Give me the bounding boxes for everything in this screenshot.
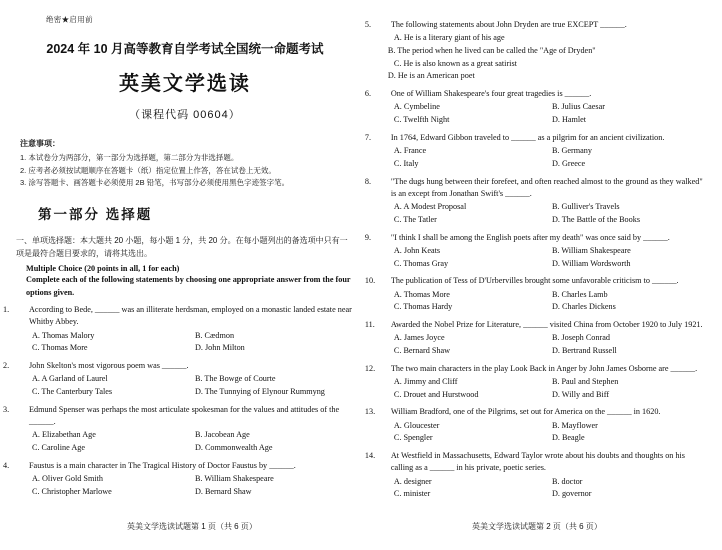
question-text: According to Bede, ______ was an illiterate herdsman, employed on a monastic landed estate near Whitby Abbey.	[29, 305, 352, 327]
option-choice[interactable]: D. Bertrand Russell	[551, 345, 617, 355]
option-choice[interactable]: A. Oliver Gold Smith	[32, 474, 103, 484]
option-group	[378, 245, 706, 270]
question-stem	[364, 176, 706, 201]
footer-right: 英美文学选读试题第 2 页（共 6 页）	[472, 522, 602, 531]
option-choice[interactable]: C. Thomas Hardy	[393, 302, 453, 312]
option-choice[interactable]: C. minister	[393, 489, 431, 499]
footer-left: 英美文学选读试题第 1 页（共 6 页）	[127, 522, 257, 531]
question-text: "I think I shall be among the English poets after my death" was once said by ______.	[390, 232, 670, 242]
question-text: The following statements about John Dryden are true EXCEPT ______.	[390, 20, 627, 29]
question-number: 12.	[364, 363, 376, 373]
option-choice[interactable]: B. Julius Caesar	[551, 102, 605, 112]
option-choice[interactable]: D. The Tunnying of Elynour Rummyng	[194, 387, 325, 397]
option-choice[interactable]: D. Beagle	[551, 433, 585, 443]
option-group	[378, 476, 706, 501]
option-choice[interactable]: B. Joseph Conrad	[551, 333, 610, 343]
option-group	[378, 201, 706, 226]
question-stem	[364, 363, 706, 375]
page-column-left	[3, 14, 368, 540]
question-stem	[364, 450, 706, 475]
option-choice[interactable]: B. Cædmon	[194, 330, 235, 340]
question-text: The publication of Tess of D'Urbervilles brought some unfavorable criticism to ______.	[390, 276, 679, 286]
question-item	[364, 406, 706, 445]
option-group	[378, 420, 706, 445]
option-choice[interactable]: D. Charles Dickens	[551, 302, 616, 312]
question-number: 2.	[3, 361, 10, 371]
option-choice[interactable]: D. The Battle of the Books	[551, 214, 641, 224]
option-choice[interactable]: B. The period when he lived can be called the "Age of Dryden"	[387, 46, 596, 55]
question-text: At Westfield in Massachusetts, Edward Taylor wrote about his doubts and thoughts on his calling as a ______ in his private, poetic series.	[390, 451, 685, 473]
multiple-choice-instruction: Complete each of the following statements by choosing one appropriate answer from the four options given.	[26, 275, 351, 297]
question-item	[3, 460, 354, 499]
option-group	[16, 429, 354, 454]
option-choice[interactable]: B. Mayflower	[551, 420, 598, 430]
option-choice[interactable]: C. The Tatler	[393, 214, 437, 224]
question-number: 6.	[364, 89, 372, 99]
subject-title: 英美文学选读	[118, 73, 251, 95]
page-column-right	[364, 14, 706, 540]
note-item: 3. 涂写答题卡、画答题卡必须使用 2B 铅笔，书写部分必须使用黑色字迹签字笔。	[20, 178, 290, 188]
option-choice[interactable]: B. Jacobean Age	[194, 430, 250, 440]
option-group	[16, 473, 354, 498]
option-choice[interactable]: B. Germany	[551, 146, 592, 156]
question-number: 14.	[364, 451, 376, 461]
option-choice[interactable]: B. The Bowge of Courte	[194, 374, 276, 384]
question-item	[364, 88, 706, 127]
option-group	[378, 145, 706, 170]
question-number: 1.	[3, 305, 10, 315]
option-choice[interactable]: C. He is also known as a great satirist	[393, 58, 517, 68]
question-text: "The dugs hung between their forefeet, and often reached almost to the ground as they walked" is an except from Jonathan Swift's ______.	[390, 176, 703, 198]
question-stem	[364, 88, 706, 100]
question-number: 7.	[364, 132, 372, 142]
option-choice[interactable]: B. Gulliver's Travels	[551, 202, 620, 212]
question-stem	[364, 132, 706, 144]
option-choice[interactable]: D. Willy and Biff	[551, 389, 610, 399]
option-group	[378, 289, 706, 314]
question-item	[364, 319, 706, 358]
question-item	[364, 450, 706, 501]
question-stem	[3, 304, 354, 329]
option-choice[interactable]: D. William Wordsworth	[551, 258, 631, 268]
option-choice[interactable]: A. John Keats	[393, 245, 441, 255]
option-choice[interactable]: B. Paul and Stephen	[551, 376, 619, 386]
option-choice[interactable]: B. William Shakespeare	[194, 474, 274, 484]
section-head: 一、单项选择题：本大题共 20 小题，每小题 1 分，共 20 分。在每小题列出的备选项中只有一项是最符合题目要求的，请将其选出。	[16, 235, 348, 258]
option-choice[interactable]: B. Charles Lamb	[551, 289, 608, 299]
option-choice[interactable]: A. A Modest Proposal	[393, 202, 467, 212]
option-choice[interactable]: A. A Garland of Laurel	[32, 374, 108, 384]
question-stem	[3, 404, 354, 429]
option-choice[interactable]: C. Thomas Gray	[393, 258, 449, 268]
option-choice[interactable]: A. designer	[393, 476, 432, 486]
question-number: 11.	[364, 319, 375, 329]
option-choice[interactable]: A. Jimmy and Cliff	[393, 376, 458, 386]
notes-title: 注意事项：	[20, 139, 60, 148]
option-choice[interactable]: C. Spengler	[393, 433, 433, 443]
option-choice[interactable]: D. Hamlet	[551, 115, 587, 125]
question-number: 4.	[3, 460, 10, 470]
question-stem	[364, 406, 706, 418]
question-item	[3, 404, 354, 455]
question-number: 13.	[364, 407, 376, 417]
option-choice[interactable]: A. Cymbeline	[393, 102, 440, 112]
option-choice[interactable]: C. Twelfth Night	[393, 115, 450, 125]
question-item	[364, 132, 706, 171]
question-stem	[364, 319, 706, 331]
part-one-title: 第一部分 选择题	[38, 206, 153, 222]
note-item: 2. 应考者必须按试题顺序在答题卡（纸）指定位置上作答，答在试卷上无效。	[20, 165, 276, 175]
question-item	[364, 176, 706, 227]
question-stem	[364, 19, 706, 31]
option-choice[interactable]: D. Greece	[551, 158, 586, 168]
option-choice[interactable]: D. He is an American poet	[387, 71, 475, 81]
option-choice[interactable]: D. Bernard Shaw	[194, 486, 252, 496]
secret-mark: 绝密★启用前	[46, 15, 93, 24]
multiple-choice-line: Multiple Choice (20 points in all, 1 for each)	[26, 264, 180, 274]
question-item	[364, 19, 706, 83]
question-list-right	[364, 19, 706, 501]
option-choice[interactable]: A. France	[393, 146, 427, 156]
option-choice[interactable]: C. Drouet and Hurstwood	[393, 389, 479, 399]
question-stem	[3, 460, 354, 472]
question-item	[364, 232, 706, 271]
option-choice[interactable]: D. governor	[551, 489, 592, 499]
option-choice[interactable]: A. Thomas Malory	[32, 330, 95, 340]
option-group	[378, 376, 706, 401]
question-text: Edmund Spenser was perhaps the most articulate spokesman for the values and attitudes of the ______.	[29, 404, 340, 427]
option-choice[interactable]: C. The Canterbury Tales	[32, 387, 113, 397]
option-group	[378, 32, 706, 83]
option-choice[interactable]: B. William Shakespeare	[551, 245, 631, 255]
question-text: William Bradford, one of the Pilgrims, set out for America on the ______ in 1620.	[390, 407, 661, 417]
question-number: 3.	[3, 404, 10, 414]
question-list-left	[3, 304, 354, 498]
exam-title: 2024 年 10 月高等教育自学考试全国统一命题考试	[46, 42, 324, 56]
question-text: Faustus is a main character in The Tragical History of Doctor Faustus by ______.	[29, 460, 296, 470]
option-choice[interactable]: A. Thomas More	[393, 289, 450, 299]
option-group	[16, 373, 354, 398]
option-choice[interactable]: A. Gloucester	[393, 420, 440, 430]
question-item	[3, 304, 354, 355]
question-stem	[364, 232, 706, 244]
option-choice[interactable]: D. John Milton	[194, 343, 245, 353]
course-code: （课程代码 00604）	[129, 109, 241, 121]
question-item	[3, 360, 354, 399]
question-text: One of William Shakespeare's four great tragedies is ______.	[390, 89, 592, 99]
question-number: 5.	[364, 20, 372, 29]
option-choice[interactable]: C. Bernard Shaw	[393, 345, 451, 355]
question-stem	[364, 275, 706, 287]
question-number: 9.	[364, 232, 372, 242]
option-choice[interactable]: C. Italy	[393, 158, 419, 168]
option-choice[interactable]: C. Thomas More	[32, 343, 88, 353]
option-choice[interactable]: C. Christopher Marlowe	[32, 486, 112, 496]
option-group	[378, 101, 706, 126]
question-text: In 1764, Edward Gibbon traveled to ______ as a pilgrim for an ancient civilization.	[390, 132, 665, 142]
option-group	[378, 332, 706, 357]
option-choice[interactable]: B. doctor	[551, 476, 583, 486]
option-choice[interactable]: A. Elizabethan Age	[32, 430, 96, 440]
option-group	[16, 330, 354, 355]
option-choice[interactable]: C. Caroline Age	[32, 443, 85, 453]
question-stem	[3, 360, 354, 372]
option-choice[interactable]: A. He is a literary giant of his age	[393, 33, 505, 43]
option-choice[interactable]: D. Commonwealth Age	[194, 443, 273, 453]
option-choice[interactable]: A. James Joyce	[393, 333, 445, 343]
question-number: 10.	[364, 276, 376, 286]
question-text: Awarded the Nobel Prize for Literature, ______ visited China from October 1920 to July 1921.	[390, 319, 703, 329]
question-text: The two main characters in the play Look Back in Anger by John James Osborne are ______.	[390, 363, 698, 373]
question-text: John Skelton's most vigorous poem was ______.	[29, 361, 189, 371]
question-number: 8.	[364, 176, 372, 186]
question-item	[364, 363, 706, 402]
question-item	[364, 275, 706, 314]
note-item: 1. 本试卷分为两部分，第一部分为选择题，第二部分为非选择题。	[20, 153, 239, 162]
